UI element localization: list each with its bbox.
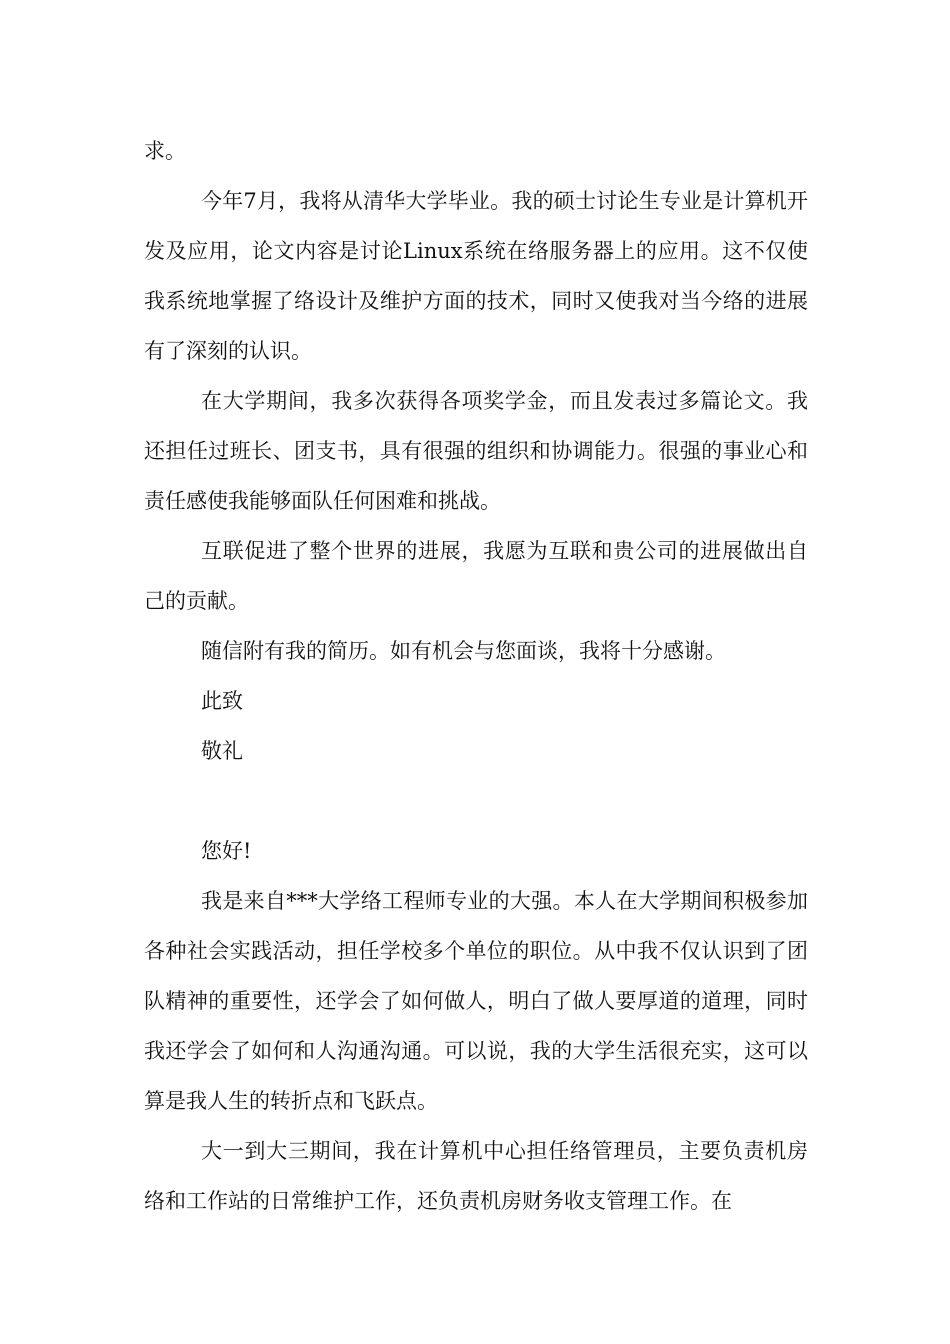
letter1-closing-regards: 敬礼 — [201, 739, 243, 763]
letter2-paragraph-1: 我是来自***大学络工程师专业的大强。本人在大学期间积极参加各种社会实践活动，担任学校多个单位的职位。从中我不仅认识到了团队精神的重要性，还学会了如何做人，明白了做人要厚道的道理，同时我还学会了如何和人沟通沟通。可以说，我的大学生活很充实，这可以算是我人生的转折点和飞跃点。 — [144, 889, 808, 1113]
letter2-greeting: 您好! — [201, 839, 252, 863]
letter1-continuation-text: 求。 — [144, 139, 186, 163]
letter1-paragraph-1: 今年7月，我将从清华大学毕业。我的硕士讨论生专业是计算机开发及应用，论文内容是讨论Linux系统在络服务器上的应用。这不仅使我系统地掌握了络设计及维护方面的技术，同时又使我对当今络的进展有了深刻的认识。 — [144, 189, 808, 363]
section-spacer — [144, 776, 808, 826]
letter1-closing-salutation: 此致 — [201, 689, 243, 713]
letter1-paragraph-3: 互联促进了整个世界的进展，我愿为互联和贵公司的进展做出自己的贡献。 — [144, 539, 808, 613]
letter2-paragraph-2: 大一到大三期间，我在计算机中心担任络管理员，主要负责机房络和工作站的日常维护工作，还负责机房财务收支管理工作。在 — [144, 1139, 808, 1213]
letter1-paragraph-2: 在大学期间，我多次获得各项奖学金，而且发表过多篇论文。我还担任过班长、团支书，具有很强的组织和协调能力。很强的事业心和责任感使我能够面队任何困难和挑战。 — [144, 389, 808, 513]
letter1-paragraph-4: 随信附有我的简历。如有机会与您面谈，我将十分感谢。 — [201, 639, 726, 663]
document-body — [144, 126, 808, 1226]
